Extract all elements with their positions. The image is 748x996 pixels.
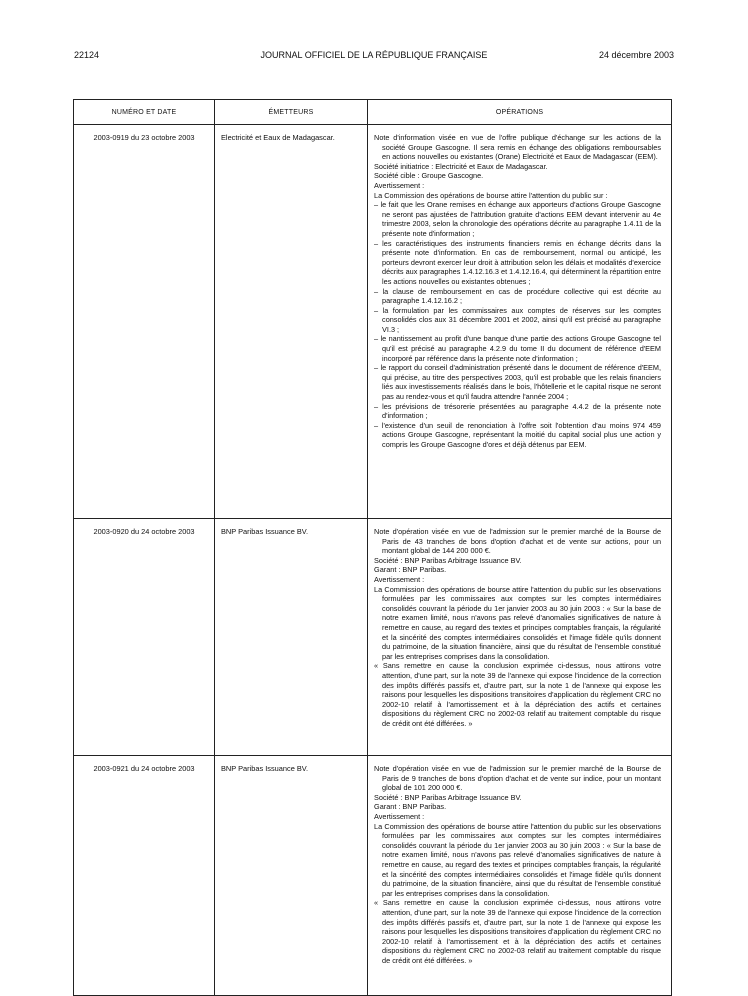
operation-line: La Commission des opérations de bourse attire l'attention du public sur les observations formulées par les commissaires aux comptes sur les comptes intermédiaires consolidés couvrant la période du 1er janvier 2003 au 30 juin 2003 : « Sur la base de notre examen limité, nous n'avons pas relevé d'anomalies significatives de nature à remettre en cause, au regard des textes et principes comptables français, la régularité et la sincérité des comptes intermédiaires consolidés et l'image fidèle qu'ils donnent du patrimoine, de la situation financière, ainsi que du résultat de l'ensemble constitué par les entreprises comprises dans la consolidation. [374,821,661,898]
column-header-number: NUMÉRO ET DATE [74,100,215,125]
operation-line: « Sans remettre en cause la conclusion exprimée ci-dessus, nous attirons votre attention, d'une part, sur la note 39 de l'annexe qui expose l'incidence de la correction des impôts différés passifs et, d'autre part, sur la note 1 de l'annexe qui expose les raisons pour lesquelles les dispositions transitoires d'application du règlement CRC no 2002-10 relatif à l'amortissement et à la dépréciation des actifs et certaines dispositions du règlement CRC no 2002-03 relatif au traitement comptable du risque de crédit ont été différées. » [374,898,661,965]
column-header-issuer: ÉMETTEURS [215,100,368,125]
operation-line: Garant : BNP Paribas. [374,802,447,812]
operation-line: Société initiatrice : Electricité et Eaux de Madagascar. [374,161,548,171]
column-header-operations: OPÉRATIONS [368,100,672,125]
operation-line: – les prévisions de trésorerie présentées au paragraphe 4.4.2 de la présente note d'information ; [374,401,661,421]
operation-line: – le rapport du conseil d'administration présenté dans le document de référence d'EEM, qui précise, au titre des perspectives 2003, qu'il est probable que les relais financiers liés aux investissements réalisés dans le bois, l'hôtellerie et le capital risque ne seront pas au rendez-vous et qu'il faudra attendre l'année 2004 ; [374,363,661,402]
table-header-row [74,100,672,125]
operation-line: Société : BNP Paribas Arbitrage Issuance BV. [374,792,522,802]
operation-line: – le fait que les Orane remises en échange aux apporteurs d'actions Groupe Gascogne ne seront pas ajustées de l'attribution gratuite d'actions EEM devant intervenir au 4e trimestre 2003, selon la chronologie des opérations décrite au paragraphe 1.4.11 de la présente note d'information ; [374,200,661,238]
row-issuer: BNP Paribas Issuance BV. [215,519,368,756]
operation-line: – l'existence d'un seuil de renonciation à l'offre soit l'obtention d'au moins 974 459 actions Groupe Gascogne, représentant la moitié du capital social plus une action y compris les Groupe Gascogne d'ores et déjà détenus par EEM. [374,420,661,449]
operation-line: – la formulation par les commissaires aux comptes de réserves sur les comptes consolidés clos aux 31 décembre 2001 et 2002, ainsi qu'il est précisé au paragraphe VI.3 ; [374,305,661,334]
operation-line: La Commission des opérations de bourse attire l'attention du public sur les observations formulées par les commissaires aux comptes sur les comptes intermédiaires consolidés couvrant la période du 1er janvier 2003 au 30 juin 2003 : « Sur la base de notre examen limité, nous n'avons pas relevé d'anomalies significatives de nature à remettre en cause, au regard des textes et principes comptables français, la régularité et la sincérité des comptes intermédiaires consolidés et l'image fidèle qu'ils donnent du patrimoine, de la situation financière, ainsi que du résultat de l'ensemble constitué par les entreprises comprises dans la consolidation. [374,584,661,661]
row-number-date: 2003-0919 du 23 octobre 2003 [74,125,215,519]
operation-line: – la clause de remboursement en cas de procédure collective qui est décrite au paragraphe 1.4.12.16.2 ; [374,286,661,306]
operation-line: Note d'information visée en vue de l'offre publique d'échange sur les actions de la société Groupe Gascogne. Il sera remis en échange des obligations remboursables en actions nouvelles ou existantes (Orane) Electricité et Eaux de Madagascar (EEM). [374,133,661,162]
operation-line: Société : BNP Paribas Arbitrage Issuance BV. [374,555,522,565]
row-issuer: Electricité et Eaux de Madagascar. [215,125,368,519]
row-number-date: 2003-0920 du 24 octobre 2003 [74,519,215,756]
page-header [74,50,674,64]
operation-line: Note d'opération visée en vue de l'admission sur le premier marché de la Bourse de Paris de 9 tranches de bons d'option d'achat et de vente sur indice, pour un montant global de 101 200 000 €. [374,764,661,793]
issue-date: 24 décembre 2003 [598,50,674,60]
page-number: 22124 [74,50,100,60]
operation-line: La Commission des opérations de bourse attire l'attention du public sur : [374,190,608,200]
table-row [74,756,672,996]
table-row [74,125,672,519]
operation-line: Garant : BNP Paribas. [374,565,447,575]
operations-table [73,99,672,996]
operation-line: Avertissement : [374,811,425,821]
row-number-date: 2003-0921 du 24 octobre 2003 [74,756,215,996]
row-issuer: BNP Paribas Issuance BV. [215,756,368,996]
table-row [74,519,672,756]
operation-line: Note d'opération visée en vue de l'admission sur le premier marché de la Bourse de Paris de 43 tranches de bons d'option d'achat et de vente sur actions, pour un montant global de 144 200 000 €. [374,527,661,556]
row-operations [368,519,672,756]
operation-line: Avertissement : [374,574,425,584]
journal-title: JOURNAL OFFICIEL DE LA RÉPUBLIQUE FRANÇAISE [260,50,488,60]
row-operations [368,756,672,996]
operation-line: – les caractéristiques des instruments financiers remis en échange décrits dans la présente note d'information. En cas de remboursement, normal ou anticipé, les porteurs devront exercer leur droit à attribution selon les délais et modalités d'exercice décrits aux paragraphes 1.4.12.16.3 et 1.4.12.16.4, qui déterminent la répartition entre les actions nouvelles ou existantes obtenues ; [374,238,661,286]
row-operations [368,125,672,519]
operation-line: « Sans remettre en cause la conclusion exprimée ci-dessus, nous attirons votre attention, d'une part, sur la note 39 de l'annexe qui expose l'incidence de la correction des impôts différés passifs et, d'autre part, sur la note 1 de l'annexe qui expose les raisons pour lesquelles les dispositions transitoires d'application du règlement CRC no 2002-10 relatif à l'amortissement et à la dépréciation des actifs et certaines dispositions du règlement CRC no 2002-03 relatif au traitement comptable du risque de crédit ont été différées. » [374,661,661,728]
operation-line: – le nantissement au profit d'une banque d'une partie des actions Groupe Gascogne tel qu'il est précisé au paragraphe 4.2.9 du tome II du document de référence d'EEM incorporé par référence dans la présente note d'information ; [374,334,661,363]
operation-line: Avertissement : [374,180,425,190]
operation-line: Société cible : Groupe Gascogne. [374,171,484,181]
